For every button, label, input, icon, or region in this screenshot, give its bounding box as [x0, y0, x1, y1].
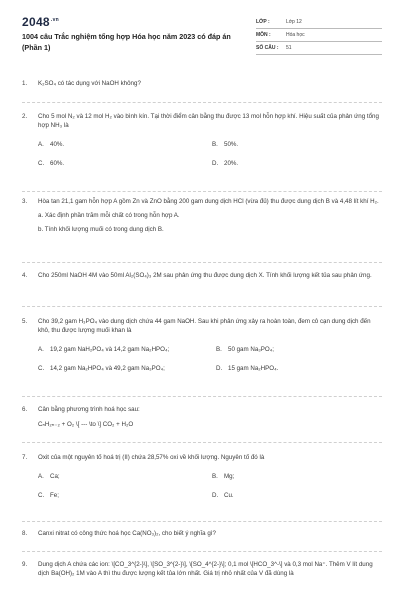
question-7	[22, 454, 382, 518]
option-letter: A.	[38, 140, 44, 148]
option-text: 14,2 gam Na₂HPO₄ và 49,2 gam Na₃PO₄;	[50, 364, 165, 372]
question-text: Canxi nitrat có công thức hoá học Ca(NO₃)₂, cho biết ý nghĩa gì?	[38, 530, 216, 537]
question-9	[22, 561, 382, 597]
option-text: Ca;	[50, 472, 60, 480]
sub-question-a: a. Xác định phần trăm mỗi chất có trong hỗn hợp A.	[38, 211, 180, 219]
logo-suffix: .vn	[50, 17, 60, 23]
divider	[22, 102, 382, 103]
equation: CₙH₂ₙ₋₂ + O₂ \[ --- \to \] CO₂ + H₂O	[38, 420, 134, 428]
options-grid	[38, 346, 382, 376]
divider	[22, 262, 382, 263]
meta-table	[256, 16, 382, 55]
question-text: Dung dịch A chứa các ion: \[CO_3^{2-}\], \[SO_3^{2-}\], \[SO_4^{2-}\]; 0,1 mol \[HCO_3^-\] và 0,3 mol Na⁺. Thêm V lít dung dịch Ba(OH)₂ 1M vào A thì thu được lượng kết tủa lớn nhất. Giá trị nhỏ nhất của V đã dùng là	[38, 561, 373, 577]
question-text: Hòa tan 21,1 gam hỗn hợp A gồm Zn và ZnO bằng 200 gam dung dịch HCl (vừa đủ) thu được dung dịch B và 4,48 lít khí H₂.	[38, 198, 379, 205]
option-letter: B.	[212, 140, 218, 148]
option-text: 19,2 gam NaH₂PO₄ và 14,2 gam Na₂HPO₄;	[50, 345, 170, 353]
option-letter: B.	[216, 345, 222, 353]
question-number: 3.	[22, 198, 28, 205]
option-letter: C.	[38, 364, 45, 372]
question-number: 9.	[22, 561, 28, 568]
option-text: Fe;	[50, 491, 59, 499]
question-number: 4.	[22, 272, 28, 279]
sub-question-b: b. Tính khối lượng muối có trong dung dịch B.	[38, 225, 164, 233]
option-letter: C.	[38, 491, 45, 499]
question-body	[38, 454, 382, 503]
option-letter: D.	[212, 159, 219, 167]
question-body	[38, 198, 382, 235]
meta-row-count	[256, 42, 382, 55]
divider	[22, 396, 382, 397]
document-header	[22, 14, 382, 58]
option-b[interactable]	[212, 141, 238, 150]
question-text: Cho 39,2 gam H₃PO₄ vào dung dịch chứa 44 gam NaOH. Sau khi phản ứng xảy ra hoàn toàn, đem cô cạn dung dịch đến khô, thu được lượng muối khan là	[38, 318, 371, 334]
options-grid	[38, 473, 382, 503]
option-d[interactable]	[212, 492, 234, 501]
option-text: 15 gam Na₂HPO₄.	[228, 364, 279, 372]
meta-value: Hóa học	[286, 32, 305, 39]
option-letter: D.	[216, 364, 223, 372]
meta-label: LỚP :	[256, 19, 270, 26]
question-8	[22, 530, 382, 542]
question-3	[22, 198, 382, 258]
question-2	[22, 113, 382, 189]
question-5	[22, 318, 382, 392]
option-letter: A.	[38, 345, 44, 353]
meta-value: 51	[286, 45, 292, 52]
option-letter: D.	[212, 491, 219, 499]
divider	[22, 521, 382, 522]
question-text: Cân bằng phương trình hoá học sau:	[38, 406, 140, 413]
question-6	[22, 406, 382, 436]
divider	[22, 551, 382, 552]
option-c[interactable]	[38, 365, 165, 374]
option-text: 20%.	[224, 159, 239, 167]
question-text: Oxit của một nguyên tố hoá trị (II) chứa 28,57% oxi về khối lượng. Nguyên tố đó là	[38, 454, 265, 461]
question-number: 8.	[22, 530, 28, 537]
document-title: 1004 câu Trắc nghiệm tổng hợp Hóa học năm 2023 có đáp án (Phần 1)	[22, 32, 231, 52]
meta-row-class	[256, 16, 382, 29]
question-number: 5.	[22, 318, 28, 325]
option-b[interactable]	[216, 346, 274, 355]
meta-label: SỐ CÂU :	[256, 45, 279, 52]
option-text: 50%.	[224, 140, 239, 148]
option-c[interactable]	[38, 160, 64, 169]
option-b[interactable]	[212, 473, 234, 482]
meta-label: MÔN :	[256, 32, 271, 39]
question-number: 2.	[22, 113, 28, 120]
divider	[22, 442, 382, 443]
question-text: Cho 250ml NaOH 4M vào 50ml Al₂(SO₄)₃ 2M sau phản ứng thu được dung dịch X. Tính khối lượng kết tủa sau phản ứng.	[38, 272, 372, 279]
option-c[interactable]	[38, 492, 59, 501]
option-text: Cu.	[224, 491, 234, 499]
option-text: 60%.	[50, 159, 65, 167]
meta-row-subject	[256, 29, 382, 42]
option-d[interactable]	[216, 365, 278, 374]
option-text: Mg;	[224, 472, 235, 480]
option-d[interactable]	[212, 160, 238, 169]
question-text: K₂SO₄ có tác dụng với NaOH không?	[38, 80, 141, 87]
meta-value: Lớp 12	[286, 19, 302, 26]
option-letter: C.	[38, 159, 45, 167]
option-a[interactable]	[38, 141, 64, 150]
question-4	[22, 272, 382, 296]
option-a[interactable]	[38, 473, 60, 482]
question-body	[38, 113, 382, 171]
option-letter: B.	[212, 472, 218, 480]
option-text: 40%.	[50, 140, 65, 148]
question-number: 6.	[22, 406, 28, 413]
question-text: Cho 5 mol N₂ và 12 mol H₂ vào bình kín. Tại thời điểm cân bằng thu được 13 mol hỗn hợp khí. Hiệu suất của phản ứng tổng hợp NH₃ là	[38, 113, 379, 129]
divider	[22, 191, 382, 192]
option-text: 50 gam Na₃PO₄;	[228, 345, 274, 353]
question-number: 7.	[22, 454, 28, 461]
divider	[22, 306, 382, 307]
options-grid	[38, 141, 382, 171]
option-a[interactable]	[38, 346, 169, 355]
question-1	[22, 80, 382, 92]
option-letter: A.	[38, 472, 44, 480]
question-body	[38, 406, 382, 430]
question-number: 1.	[22, 80, 28, 87]
question-body	[38, 318, 382, 376]
logo-text: 2048	[22, 15, 50, 29]
